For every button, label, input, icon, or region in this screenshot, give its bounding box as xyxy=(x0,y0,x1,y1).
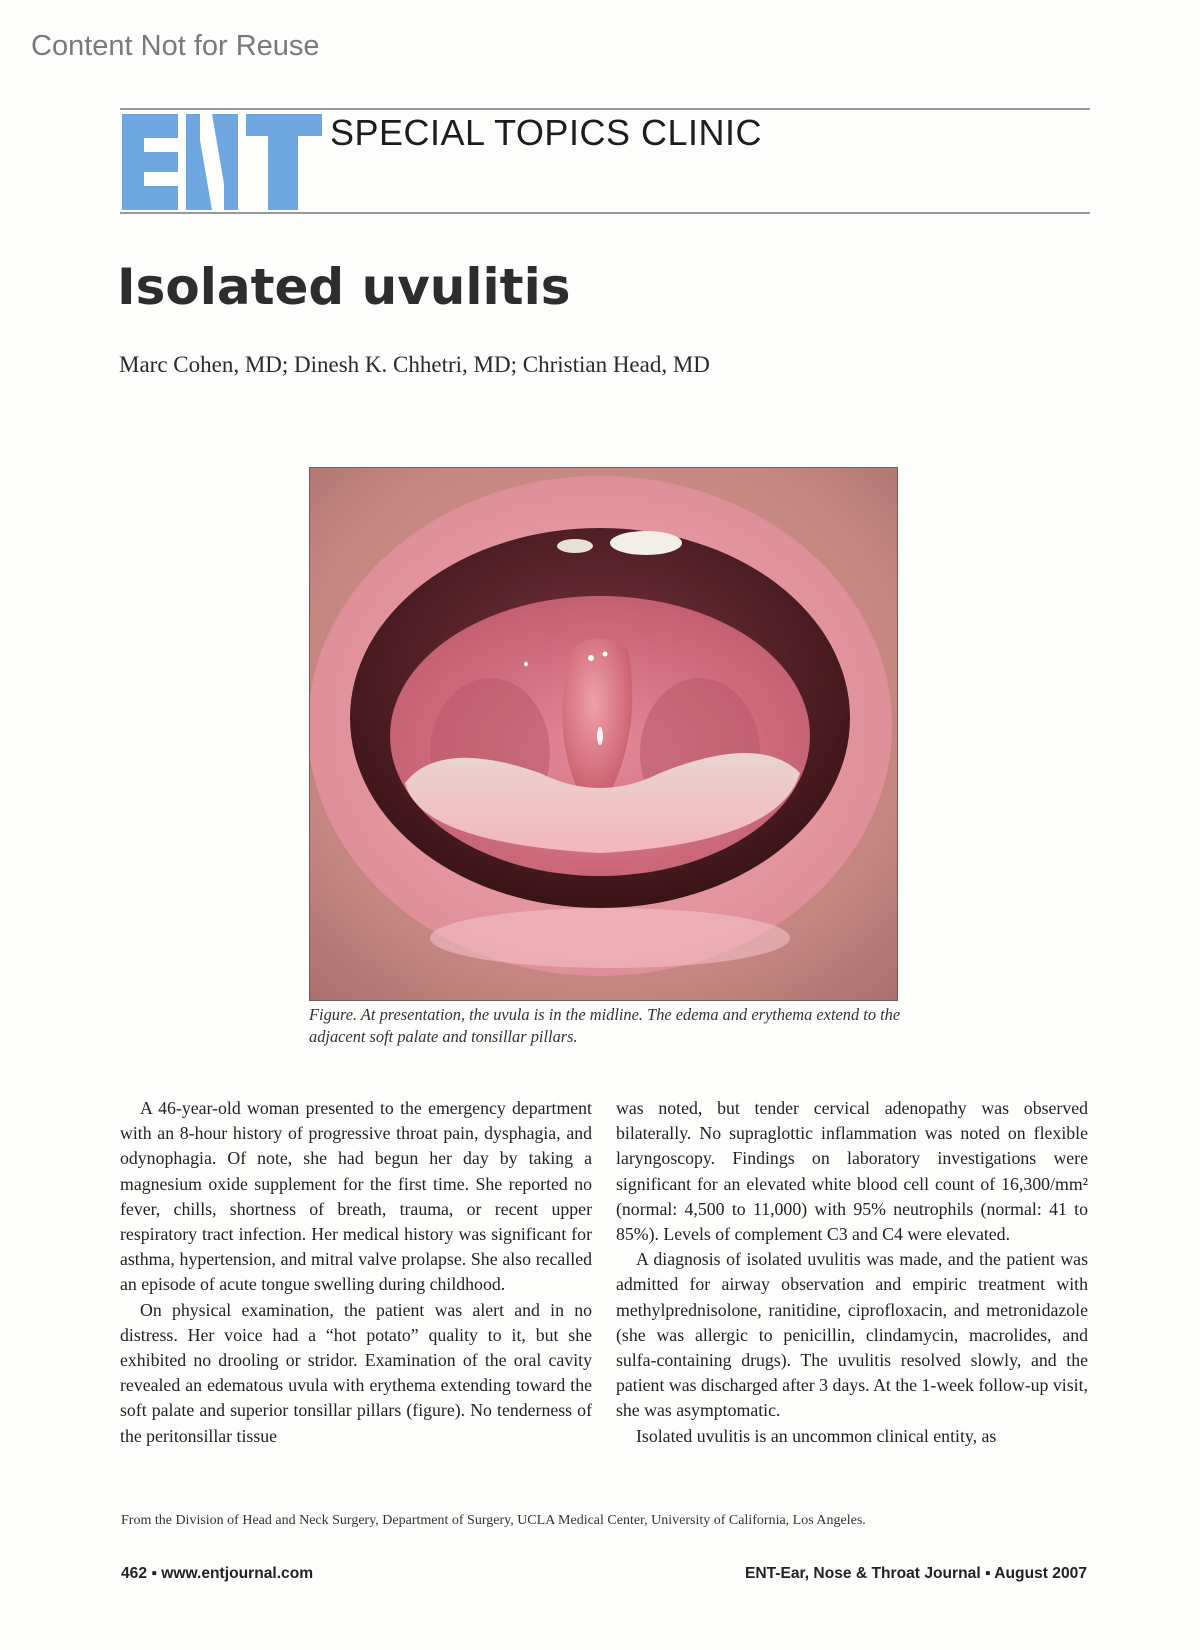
author-affiliation: From the Division of Head and Neck Surgery, Department of Surgery, UCLA Medical Center, University of California, Los Angeles. xyxy=(121,1513,866,1528)
watermark: Content Not for Reuse xyxy=(31,30,320,62)
figure-caption: Figure. At presentation, the uvula is in the midline. The edema and erythema extend to the adjacent soft palate and tonsillar pillars. xyxy=(309,1005,901,1046)
body-paragraph: was noted, but tender cervical adenopathy was observed bilaterally. No supraglottic inflammation was noted on flexible laryngoscopy. Findings on laboratory investigations were significant for an elevated white blood cell count of 16,300/mm² (normal: 4,500 to 11,000) with 95% neutrophils (normal: 41 to 85%). Levels of complement C3 and C4 were elevated. xyxy=(616,1098,1088,1245)
article-title: Isolated uvulitis xyxy=(117,258,571,316)
clinical-photo-figure xyxy=(309,467,898,1001)
header-rule-bottom xyxy=(120,212,1090,214)
body-paragraph: A diagnosis of isolated uvulitis was made, and the patient was admitted for airway observation and empiric treatment with methylprednisolone, ranitidine, ciprofloxacin, and metronidazole (she was allergic to penicillin, clindamycin, macrolides, and sulfa-containing drugs). The uvulitis resolved slowly, and the patient was discharged after 3 days. At the 1-week follow-up visit, she was asymptomatic. xyxy=(616,1249,1088,1421)
section-label: SPECIAL TOPICS CLINIC xyxy=(330,112,762,153)
body-column-left xyxy=(120,1096,592,1449)
section-header xyxy=(120,108,1090,218)
article-authors: Marc Cohen, MD; Dinesh K. Chhetri, MD; Christian Head, MD xyxy=(119,352,710,377)
open-mouth-photo xyxy=(310,468,897,1000)
footer-journal-date: ENT-Ear, Nose & Throat Journal ▪ August 2007 xyxy=(744,1565,1087,1582)
header-rule-top xyxy=(120,108,1090,110)
footer-page-url: 462 ▪ www.entjournal.com xyxy=(121,1565,314,1582)
ent-logo xyxy=(122,114,322,210)
body-column-right xyxy=(616,1096,1088,1449)
body-paragraph: On physical examination, the patient was alert and in no distress. Her voice had a “hot potato” quality to it, but she exhibited no drooling or stridor. Examination of the oral cavity revealed an edematous uvula with erythema extending toward the soft palate and superior tonsillar pillars (figure). No tenderness of the peritonsillar tissue xyxy=(120,1299,592,1446)
body-paragraph: Isolated uvulitis is an uncommon clinical entity, as xyxy=(636,1425,997,1446)
body-paragraph: A 46-year-old woman presented to the emergency department with an 8-hour history of progressive throat pain, dysphagia, and odynophagia. Of note, she had begun her day by taking a magnesium oxide supplement for the first time. She reported no fever, chills, shortness of breath, trauma, or recent upper respiratory tract infection. Her medical history was significant for asthma, hypertension, and mitral valve prolapse. She also recalled an episode of acute tongue swelling during childhood. xyxy=(120,1098,592,1295)
